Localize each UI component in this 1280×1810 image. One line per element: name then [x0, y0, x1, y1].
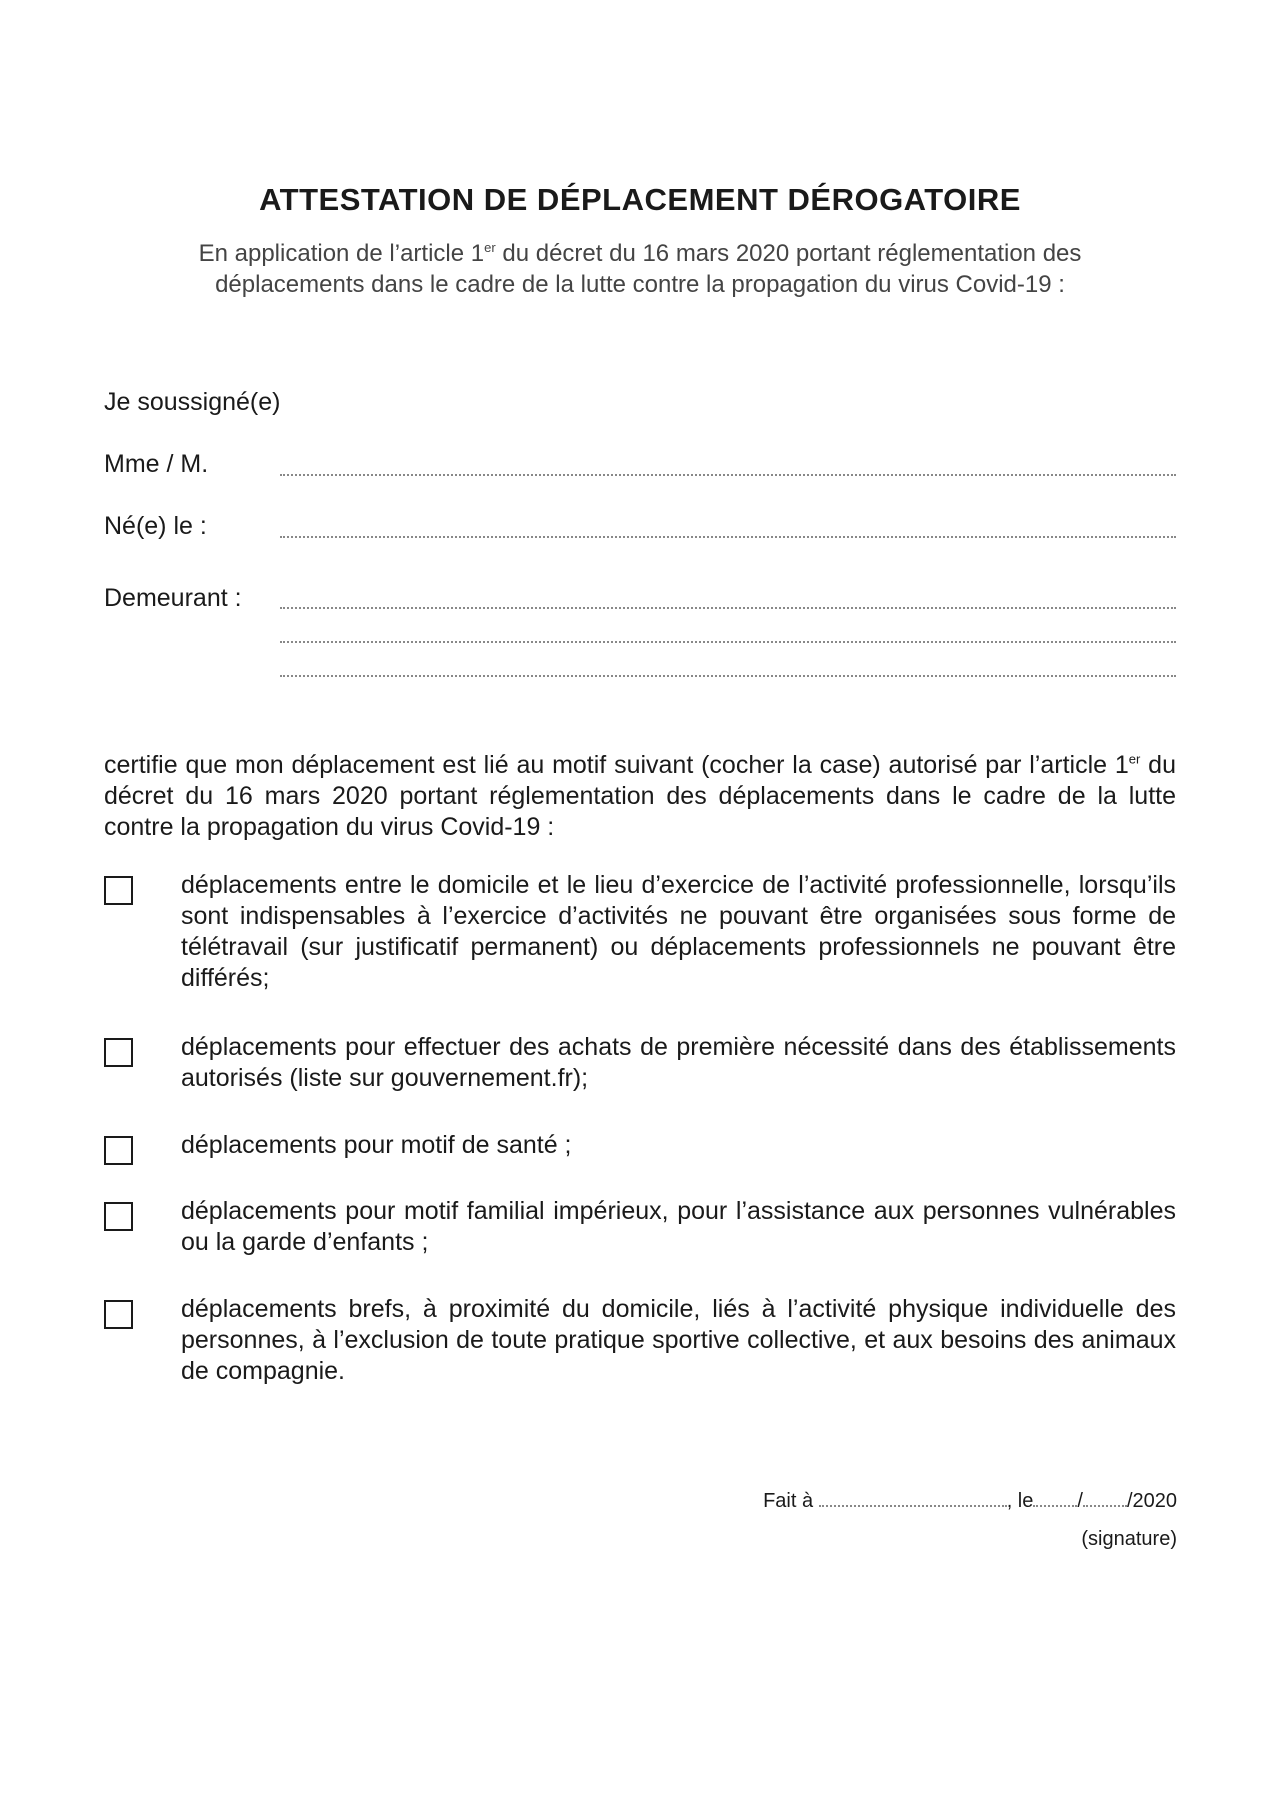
reason-checkbox-purchases[interactable]	[104, 1038, 133, 1067]
place-field[interactable]	[819, 1505, 1007, 1507]
date-separator: /	[1077, 1490, 1083, 1512]
address-field-line-3[interactable]	[280, 675, 1176, 677]
document-title: ATTESTATION DE DÉPLACEMENT DÉROGATOIRE	[259, 182, 1021, 217]
year-label: /2020	[1126, 1490, 1177, 1512]
certification-superscript: er	[1128, 751, 1141, 767]
certification-paragraph	[104, 750, 1176, 843]
address-field-line-2[interactable]	[280, 641, 1176, 643]
date-le-label: , le	[1006, 1490, 1034, 1512]
reason-text-exercise: déplacements brefs, à proximité du domicile, liés à l’activité physique individuelle des personnes, à l’exclusion de toute pratique sportive collective, et aux besoins des animaux de compagnie.	[181, 1295, 1176, 1385]
reason-text-family: déplacements pour motif familial impérieux, pour l’assistance aux personnes vulnérables ou la garde d’enfants ;	[181, 1197, 1176, 1256]
subtitle-text-start: En application de l’article 1	[198, 240, 485, 267]
reason-text-professional: déplacements entre le domicile et le lieu d’exercice de l’activité professionnelle, lorsqu’ils sont indispensables à l’exercice d’activités ne pouvant être organisées sous forme de télétravail (sur justificatif permanent) ou déplacements professionnels ne pouvant être différés;	[181, 871, 1176, 992]
reason-checkbox-family[interactable]	[104, 1202, 133, 1231]
place-date-line	[763, 1490, 1177, 1513]
document-subtitle	[140, 238, 1140, 300]
reason-checkbox-professional[interactable]	[104, 876, 133, 905]
reason-checkbox-health[interactable]	[104, 1136, 133, 1165]
reason-text-purchases: déplacements pour effectuer des achats de première nécessité dans des établissements autorisés (liste sur gouvernement.fr);	[181, 1033, 1176, 1092]
subtitle-superscript: er	[484, 240, 496, 255]
address-label: Demeurant :	[104, 584, 242, 612]
day-field[interactable]	[1033, 1505, 1077, 1507]
certification-text-start: certifie que mon déplacement est lié au motif suivant (cocher la case) autorisé par l’article 1	[104, 751, 1129, 779]
undersigned-label: Je soussigné(e)	[104, 388, 281, 416]
subtitle-text-end: du décret du 16 mars 2020 portant réglementation des déplacements dans le cadre de la lutte contre la propagation du virus Covid-19 :	[215, 240, 1082, 298]
fait-a-label: Fait à	[763, 1490, 814, 1512]
month-field[interactable]	[1083, 1505, 1127, 1507]
reason-text-health: déplacements pour motif de santé ;	[181, 1131, 572, 1159]
certification-text-end: du décret du 16 mars 2020 portant réglementation des déplacements dans le cadre de la lutte contre la propagation du virus Covid-19 :	[104, 751, 1176, 841]
signature-label: (signature)	[1081, 1528, 1177, 1550]
birth-date-label: Né(e) le :	[104, 512, 207, 540]
birth-date-field[interactable]	[280, 536, 1176, 538]
name-field[interactable]	[280, 474, 1176, 476]
reason-checkbox-exercise[interactable]	[104, 1300, 133, 1329]
name-label: Mme / M.	[104, 450, 209, 478]
address-field-line-1[interactable]	[280, 607, 1176, 609]
